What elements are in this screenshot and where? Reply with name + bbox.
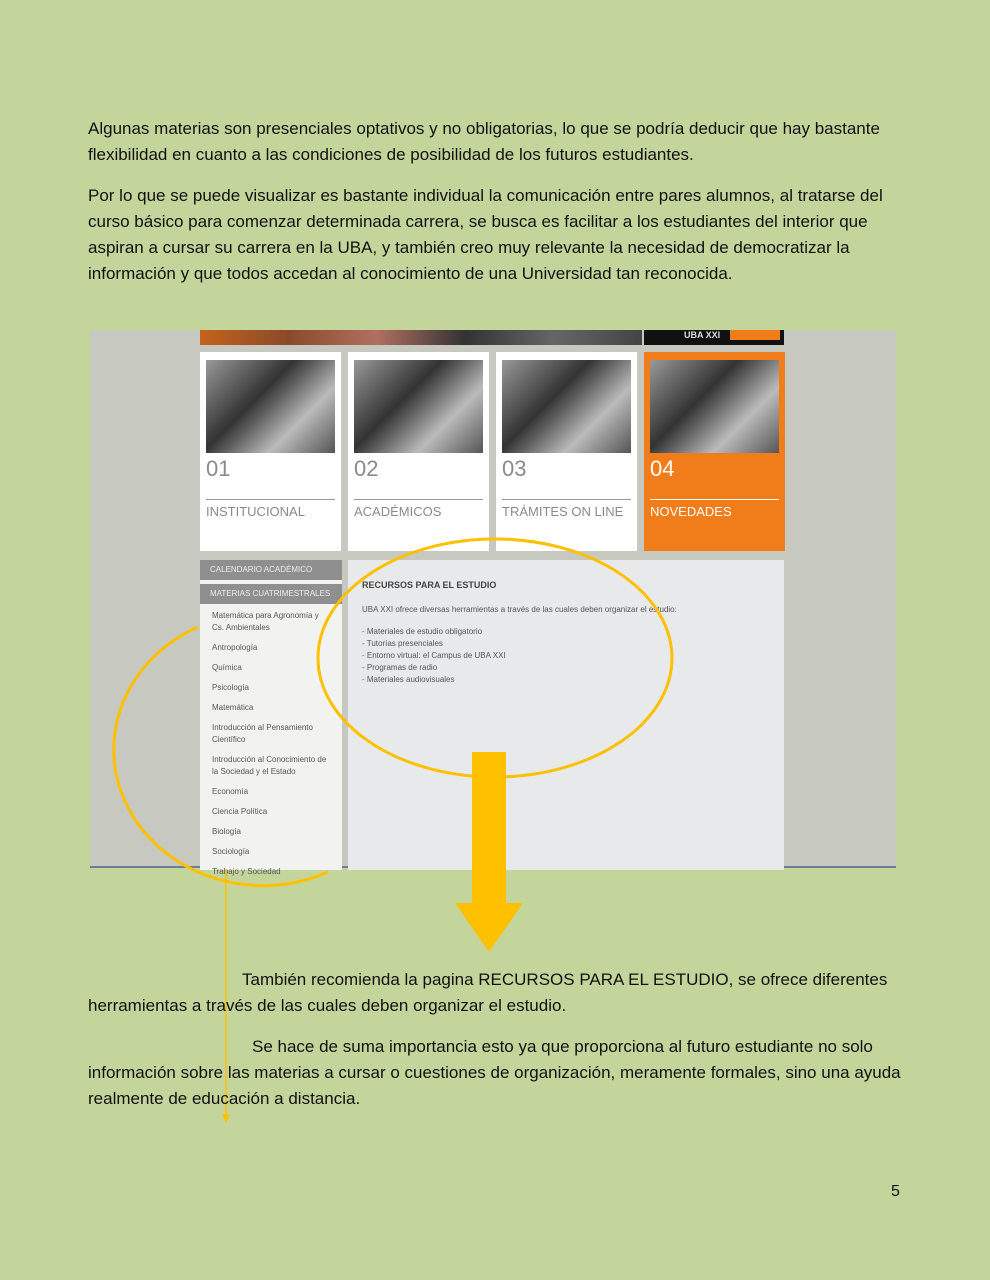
paragraph: Por lo que se puede visualizar es bastante individual la comunicación entre pares alumnos, al tratarse del curso básico para comenzar determinada carrera, se busca es facilitar a los estudiantes del interior que aspiran a cursar su carrera en la UBA, y también creo muy relevante la necesidad de democratizar la información y que todos accedan al conocimiento de una Universidad tan reconocida. xyxy=(88,186,883,283)
card-label: TRÁMITES ON LINE xyxy=(502,504,624,519)
menu-item[interactable]: Antropología xyxy=(212,643,258,652)
banner-text: UBA XXI xyxy=(684,330,721,340)
menu-item[interactable]: Matemática xyxy=(212,703,254,712)
content-list-item: - Tutorías presenciales xyxy=(362,639,443,648)
menu-item[interactable]: Sociología xyxy=(212,847,250,856)
card-label: INSTITUCIONAL xyxy=(206,504,305,519)
menu-item[interactable]: Psicología xyxy=(212,683,249,692)
highlight-ellipse-left xyxy=(114,627,328,886)
card-number: 03 xyxy=(502,456,527,481)
menu-item[interactable]: Biología xyxy=(212,827,241,836)
card-label: ACADÉMICOS xyxy=(354,504,442,519)
paragraph: También recomienda la pagina RECURSOS PARA EL ESTUDIO, se ofrece diferentes herramientas a través de las cuales deben organizar el estudio. xyxy=(88,970,888,1015)
menu-header-materias[interactable]: MATERIAS CUATRIMESTRALES xyxy=(200,584,342,604)
menu-item[interactable]: Química xyxy=(212,663,242,672)
menu-item[interactable]: Trabajo y Sociedad xyxy=(212,867,281,876)
card-number: 04 xyxy=(650,456,675,481)
content-list-item: - Entorno virtual: el Campus de UBA XXI xyxy=(362,651,506,660)
menu-item[interactable]: Introducción al Pensamiento Científico xyxy=(212,723,313,744)
content-list-item: - Programas de radio xyxy=(362,663,438,672)
highlight-ellipse-right xyxy=(318,539,672,777)
paragraph: Se hace de suma importancia esto ya que proporciona al futuro estudiante no solo información sobre las materias a cursar o cuestiones de organización, meramente formales, sino una ayuda realmente de educación a distancia. xyxy=(88,1037,901,1108)
menu-header-calendario[interactable]: CALENDARIO ACADÉMICO xyxy=(200,560,342,580)
content-list-item: - Materiales audiovisuales xyxy=(362,675,455,684)
menu-item[interactable]: Matemática para Agronomía y Cs. Ambientales xyxy=(212,611,319,632)
arrow-head-icon xyxy=(455,903,523,952)
content-list-item: - Materiales de estudio obligatorio xyxy=(362,627,483,636)
thin-arrow-head-icon xyxy=(222,1114,230,1123)
card-number: 02 xyxy=(354,456,379,481)
content-title: RECURSOS PARA EL ESTUDIO xyxy=(362,580,497,590)
page-number: 5 xyxy=(891,1183,900,1200)
paragraph: Algunas materias son presenciales optativos y no obligatorias, lo que se podría deducir que hay bastante flexibilidad en cuanto a las condiciones de posibilidad de los futuros estudiantes. xyxy=(88,119,880,164)
content-intro: UBA XXI ofrece diversas herramientas a través de las cuales deben organizar el estudio: xyxy=(362,605,677,614)
card-label: NOVEDADES xyxy=(650,504,732,519)
arrow-down-icon xyxy=(472,752,506,905)
card-number: 01 xyxy=(206,456,231,481)
menu-item[interactable]: Economía xyxy=(212,787,249,796)
menu-item[interactable]: Ciencia Política xyxy=(212,807,268,816)
menu-item[interactable]: Introducción al Conocimiento de la Sociedad y el Estado xyxy=(212,755,327,776)
